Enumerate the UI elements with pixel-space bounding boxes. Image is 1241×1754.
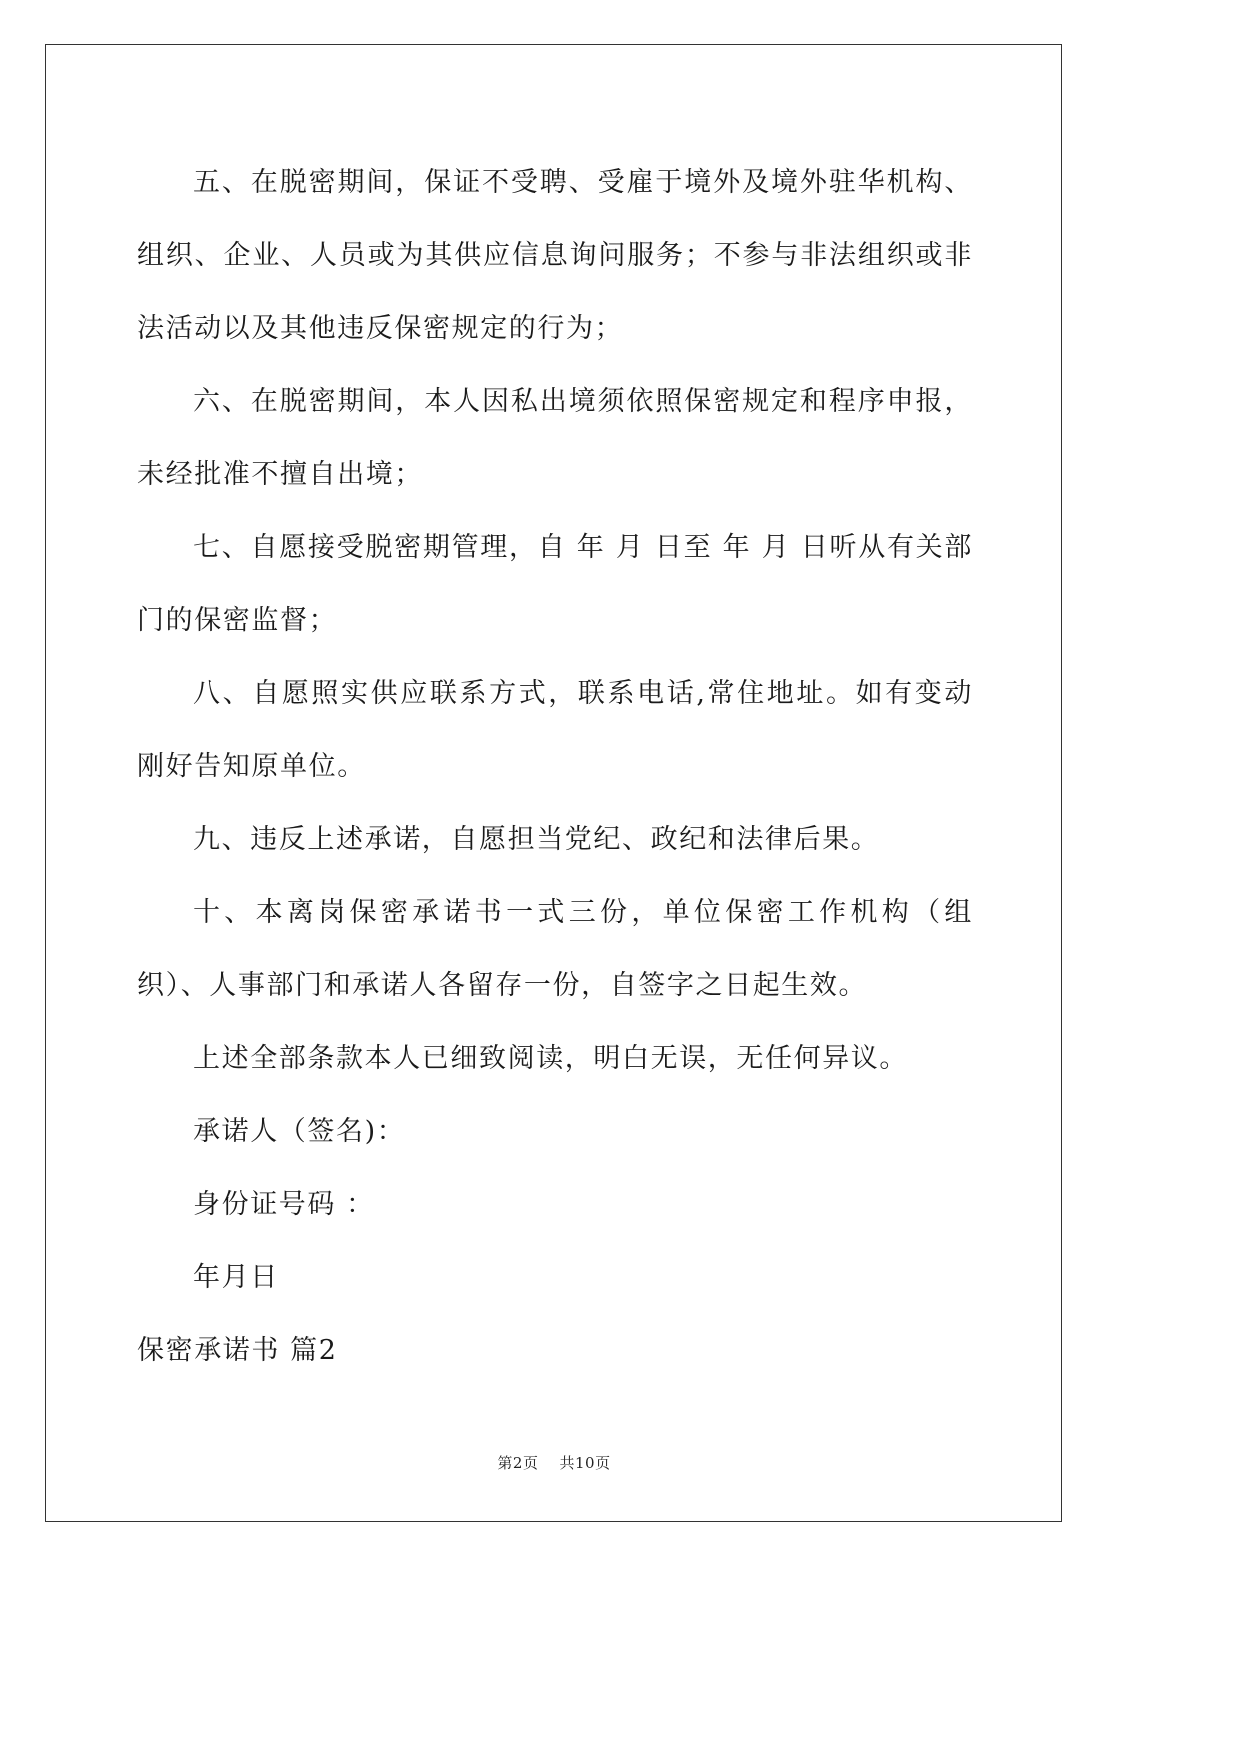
footer-prefix: 第 xyxy=(497,1454,513,1472)
date-label: 年月日 xyxy=(193,1262,279,1293)
footer-mid: 页 共 xyxy=(522,1454,576,1472)
clause-10: 十、本离岗保密承诺书一式三份，单位保密工作机构（组织）、人事部门和承诺人各留存一份，自签字之日起生效。 xyxy=(137,897,973,1001)
id-number-label: 身份证号码 ： xyxy=(193,1189,375,1220)
footer-page-total: 10 xyxy=(575,1454,596,1472)
acknowledgement: 上述全部条款本人已细致阅读，明白无误，无任何异议。 xyxy=(193,1043,908,1074)
signer-label: 承诺人（签名)： xyxy=(193,1116,406,1147)
clause-7: 七、自愿接受脱密期管理，自 年 月 日至 年 月 日听从有关部门的保密监督； xyxy=(137,532,973,636)
document-body xyxy=(137,146,973,1387)
clause-5: 五、在脱密期间，保证不受聘、受雇于境外及境外驻华机构、组织、企业、人员或为其供应信息询问服务；不参与非法组织或非法活动以及其他违反保密规定的行为； xyxy=(137,167,973,344)
footer-page-current: 2 xyxy=(512,1454,523,1472)
clause-8: 八、自愿照实供应联系方式，联系电话,常住地址。如有变动刚好告知原单位。 xyxy=(137,678,973,782)
clause-6: 六、在脱密期间，本人因私出境须依照保密规定和程序申报，未经批准不擅自出境； xyxy=(137,386,973,490)
page-footer xyxy=(0,1452,1108,1473)
section-heading: 保密承诺书 篇2 xyxy=(137,1335,338,1366)
clause-9: 九、违反上述承诺，自愿担当党纪、政纪和法律后果。 xyxy=(193,824,880,855)
footer-suffix: 页 xyxy=(595,1454,611,1472)
